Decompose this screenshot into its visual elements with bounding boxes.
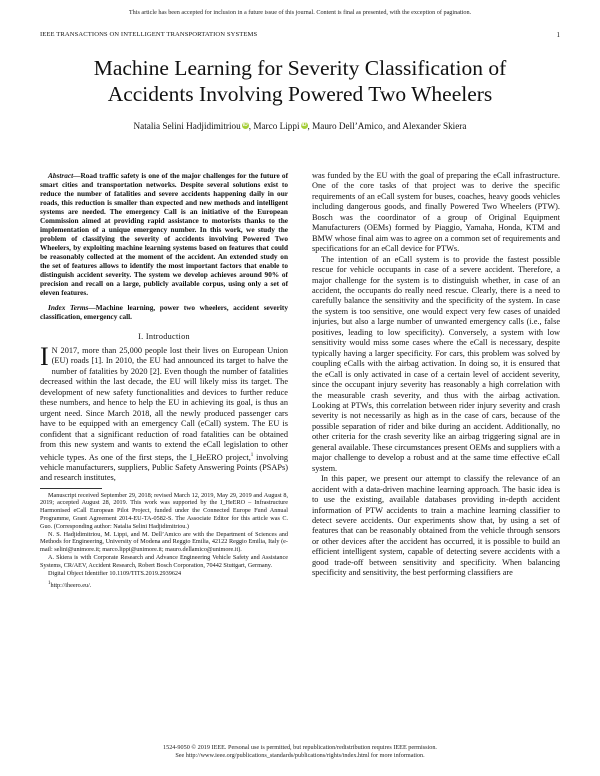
- index-terms-text: —Machine learning, power two wheelers, accident severity classification, emergency call.: [40, 303, 289, 321]
- index-terms-label: Index Terms: [48, 303, 89, 312]
- footnote-link: [48, 580, 288, 590]
- paper-title: [40, 56, 560, 107]
- section-heading-introduction: I. Introduction: [138, 332, 190, 341]
- intro-paragraph-text-end: involving vehicle manufacturers, suppliers, Public Safety Answering Points (PSAPs) and research institutes,: [40, 452, 288, 483]
- copyright-line: 1524-9050 © 2019 IEEE. Personal use is permitted, but republication/redistribution requires IEEE permission.: [163, 744, 437, 751]
- orcid-icon[interactable]: iD: [242, 122, 248, 128]
- footnote-affiliation-1: N. S. Hadjidimitriou, M. Lippi, and M. Dell’Amico are with the Department of Sciences and Methods for Engineering, University of Modena and Reggio Emilia, 42122 Reggio Emilia, Italy (e-mail: selini@unimore.it; marco.lippi@unimore.it; mauro.dellamico@unimore.it).: [40, 530, 288, 554]
- abstract-text: —Road traffic safety is one of the major challenges for the future of smart cities and transportation networks. Despite several solutions exist to reduce the number of fatalities and severe accidents happening daily in our roads, this reduction is smaller than expected and new methods and intelligent systems are needed. The emergency Call is an initiative of the European Commission aimed at providing rapid assistance to motorists thanks to the implementation of a unique emergency number. In this work, we study the problem of classifying the severity of accidents involving Powered Two Wheelers, by exploiting machine learning systems based on features that could be reasonably collected at the moment of the accident. An extended study on the set of features allows to identify the most important factors that enable to distinguish accident severity. The system we develop achieves around 90% of precision and recall on a large, publicly available corpus, using only a set of eleven features.: [40, 171, 288, 297]
- right-column: [312, 171, 560, 579]
- intro-paragraph-text: N 2017, more than 25,000 people lost their lives on European Union (EU) roads [1]. In 2010, the EU had announced its target to halve the number of fatalities by 2020 [2]. Even though the number of fatalities decreased within the last decade, the EU will likely miss its target. The development of new safety functionalities and devices to further reduce these numbers, and hence to help the EU in achieving its goal, is thus an urgent need. Since March 2018, all the newly produced passenger cars have to be equipped with an emergency Call (eCall) system. The EU is confident that a significant reduction of road fatalities can be obtained from this new system and wants to extend the eCall legislation to other vehicle types. As one of the first steps, the I_HeERO project,: [40, 346, 288, 462]
- footnote-divider: [40, 488, 102, 489]
- footnote-doi: Digital Object Identifier 10.1109/TITS.2019.2939624: [48, 569, 182, 577]
- right-paragraph-1: was funded by the EU with the goal of preparing the eCall infrastructure. One of the core tasks of that project was to derive the specific requirements of an eCall system for buses, coaches, heavy goods vehicles including dangerous goods, and finally Powered Two Wheelers (PTW). Bosch was the coordinator of a group of Original Equipment Manufacturers (OEMs) formed by Piaggio, Yamaha, Honda, KTM and BMW whose final aim was to agree on a common set of requirements and specifications for an eCall device for PTWs.: [312, 171, 560, 254]
- author-list: [40, 121, 560, 131]
- page-number: 1: [556, 31, 560, 39]
- footnote-affiliation-2: A. Skiera is with Corporate Research and Advance Engineering Vehicle Safety and Assistance Systems, CR/AEV, Accident Research, Robert Bosch Corporation, 70442 Stuttgart, Germany.: [40, 554, 288, 569]
- author-rest: , Mauro Dell’Amico, and Alexander Skiera: [307, 121, 467, 131]
- author-2: Marco Lippi: [253, 121, 300, 131]
- author-separator-1: ,: [248, 121, 254, 131]
- abstract-label: Abstract: [48, 171, 74, 180]
- permissions-link[interactable]: See http://www.ieee.org/publications_standards/publications/rights/index.html for more information.: [175, 752, 425, 760]
- copyright-footer: [0, 744, 600, 760]
- right-paragraph-3: In this paper, we present our attempt to classify the relevance of an accident with a data-driven machine learning approach. The basic idea is to use the existing, available databases providing in-depth accident information of PTW accidents to train a machine learning classifier to detect severe accidents. Our experiments show that, by using a set of features that can be reasonably obtained from the vehicle through sensors or other devices after the accident has occurred, it is possible to build an efficient intelligent system, capable of detecting severe accidents with a good trade-off between sensitivity and specificity. When balancing specificity and sensitivity, the best performing classifiers are: [312, 474, 560, 578]
- title-line-1: Machine Learning for Severity Classification of: [93, 56, 507, 80]
- orcid-icon[interactable]: iD: [301, 122, 307, 128]
- acceptance-notice: This article has been accepted for inclusion in a future issue of this journal. Content is final as presented, with the exception of pagination.: [128, 9, 472, 16]
- project-url-link[interactable]: http://iheero.eu/.: [50, 582, 92, 590]
- author-1: Natalia Selini Hadjidimitriou: [133, 121, 241, 131]
- abstract: [40, 171, 288, 297]
- footnote-marker[interactable]: 1: [250, 452, 254, 458]
- index-terms: [40, 303, 288, 321]
- running-head: IEEE TRANSACTIONS ON INTELLIGENT TRANSPORTATION SYSTEMS: [40, 31, 258, 38]
- intro-paragraph: [40, 342, 288, 484]
- left-column: [40, 171, 288, 590]
- drop-cap: I: [40, 342, 49, 371]
- title-line-2: Accidents Involving Powered Two Wheelers: [107, 81, 493, 106]
- footnote-received: Manuscript received September 29, 2018; revised March 12, 2019, May 29, 2019 and August 8, 2019; accepted August 28, 2019. This work was supported by the I_HeERO – Infrastructure Harmonised eCall European Pilot Project, funded under the Connected Europe Fund Annual Programme, Grant Agreement 2014-EU-TA-0582-S. The Associate Editor for this article was C. Guo. (Corresponding author: Natalia Selini Hadjidimitriou.): [40, 491, 288, 530]
- footnote-number: 1: [48, 581, 51, 587]
- right-paragraph-2: The intention of an eCall system is to provide the fastest possible rescue for vehicle occupants in case of a severe accident. Therefore, a major challenge for the system is to distinguish whether, in case of an accident, the occupants do really need rescue. Clearly, there is a need to carefully balance the sensitivity and the specificity of the system. In case the system is too sensitive, one would expect very few cases of unaided injuries, but also a large number of unwanted emergency calls (i.e., false positives, leading to low specificity). Conversely, a system with low sensitivity would miss some cases where the eCall is necessary, despite typically having a larger specificity. For cars, this problem was solved by coupling eCalls with the airbag activation. In doing so, it is ensured that the eCall is only activated in case of a certain level of accident severity, since the occupant injury severity has reasonably a high correlation with the measurable crash severity, and thus with the airbag activation. Looking at PTWs, this correlation between rider injury severity and crash severity is not necessarily as high as in the case of cars, because of the possible separation of rider and bike during an accident. Additionally, no other criteria for the crash severity like an airbag triggering signal are in general available. These circumstances present OEMs and suppliers with a major challenge to develop a robust and at the same time effective eCall system.: [312, 254, 560, 473]
